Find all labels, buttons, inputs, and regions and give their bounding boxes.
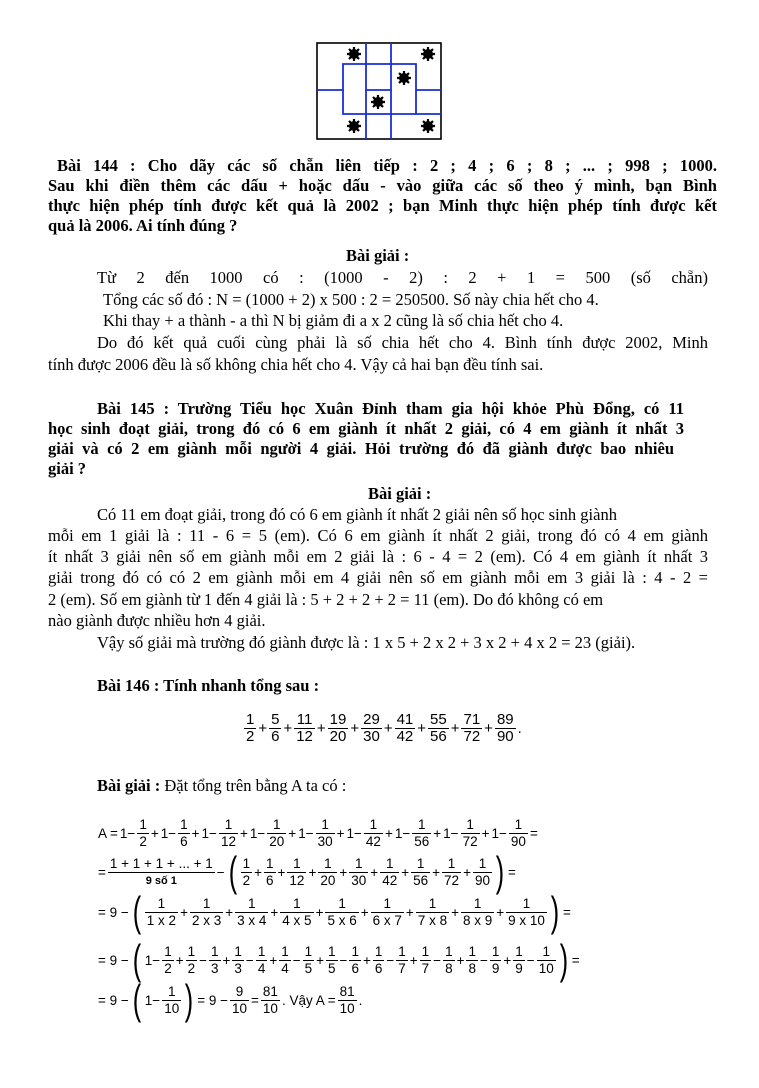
numerator: 1 (445, 943, 453, 959)
operator: + (463, 864, 471, 880)
step4-fraction (326, 944, 338, 977)
result-fraction (230, 984, 249, 1017)
operator: + (362, 952, 371, 968)
problem-144-line-3: thực hiện phép tính được kết quả là 2002 ; bạn Minh thực hiện phép tính được kết (48, 196, 717, 215)
solution-144-line-5: tính được 2006 đều là số không chia hết cho 4. Vậy cả hai bạn đều tính sai. (48, 355, 544, 374)
denominator: 2 (242, 872, 251, 888)
numerator: 1 (506, 896, 547, 913)
denominator: 72 (444, 872, 460, 888)
step-2 (97, 848, 517, 895)
denominator: 6 (271, 728, 280, 745)
step3-fraction (461, 896, 494, 929)
sum-fraction (244, 712, 256, 745)
solution-145-line-7: Vậy số giải mà trường đó giành được là : 1 x 5 + 2 x 2 + 3 x 2 + 4 x 2 = 23 (giải). (97, 633, 636, 652)
operator: + (254, 864, 263, 880)
operator: + (150, 826, 159, 841)
numerator: 81 (262, 983, 278, 999)
operator: = 9 − (98, 992, 129, 1008)
denominator: 6 (180, 834, 188, 849)
problem-145-line-3: giải và có 2 em giành mỗi người 4 giải. Hỏi trường đó đã giành được bao nhiêu (48, 439, 674, 458)
numerator: 1 (267, 817, 286, 834)
denominator: 12 (289, 872, 305, 888)
operator: + (222, 952, 231, 968)
numerator: 1 (281, 943, 289, 959)
denominator: 72 (463, 728, 481, 745)
operator: + (175, 952, 184, 968)
numerator: 1 (164, 943, 172, 959)
step3-fraction (145, 896, 178, 929)
operator: A = (98, 826, 118, 841)
problem-145-line-1: Bài 145 : Trường Tiểu học Xuân Đỉnh tham gia hội khỏe Phù Đổng, có 11 (97, 399, 684, 418)
numerator: 1 (190, 896, 223, 913)
sum-fraction (269, 712, 281, 745)
operator: + (277, 864, 286, 880)
operator: + (316, 720, 326, 737)
operator: + (360, 904, 369, 920)
step1-fraction (461, 817, 480, 850)
numerator: 29 (363, 711, 380, 728)
numerator: 1 (468, 943, 476, 959)
denominator: 8 (468, 960, 476, 976)
numerator: 41 (396, 711, 414, 728)
step3-fraction (280, 896, 313, 929)
operator: = 9 − (98, 904, 129, 920)
operator: = (529, 826, 538, 841)
operator: . Vậy A = (281, 992, 336, 1008)
numerator: 1 (234, 943, 242, 959)
operator: + (191, 826, 200, 841)
operator: = 9 − (197, 992, 228, 1008)
solution-146-intro: Đặt tổng trên bằng A ta có : (164, 776, 347, 795)
numerator: 1 (219, 817, 238, 834)
denominator: 6 (374, 960, 383, 976)
operator: 1− (443, 826, 459, 841)
numerator: 1 (374, 943, 383, 959)
step4-fraction (420, 944, 432, 977)
numerator: 1 (246, 711, 255, 728)
denominator: 42 (396, 728, 414, 745)
step3-fraction (325, 896, 358, 929)
numerator: 1 (461, 896, 494, 913)
step-1 (97, 817, 539, 850)
denominator: 30 (363, 728, 380, 745)
solution-145-line-3: ít nhất 3 giải nên số em giành mỗi em 2 giải là : 6 - 4 = 2 (em). Có 4 em giành ít nhất 3 (48, 547, 708, 566)
operator: + (417, 720, 427, 737)
step2-fraction (349, 856, 368, 889)
solution-144-line-4: Do đó kết quả cuối cùng phải là số chia hết cho 4. Bình tính được 2002, Minh (97, 333, 708, 352)
operator: + (308, 864, 317, 880)
denominator: 4 (257, 960, 266, 976)
solution-title-144: Bài giải : (346, 246, 410, 265)
numerator: 1 (515, 943, 523, 959)
numerator: 1 (442, 856, 461, 873)
problem-144-line-2: Sau khi điền thêm các dấu + hoặc dấu - vào giữa các số theo ý mình, bạn Bình (48, 176, 717, 195)
denominator: 8 (445, 960, 453, 976)
numerator: 1 (325, 896, 358, 913)
denominator: 3 x 4 (237, 912, 267, 928)
denominator: 56 (414, 834, 430, 849)
denominator: 3 (234, 960, 242, 976)
step3-fraction (190, 896, 223, 929)
denominator: 30 (317, 834, 333, 849)
operator: − (526, 952, 535, 968)
step1-fraction (316, 817, 335, 850)
operator: 1− (346, 826, 362, 841)
solution-144-line-3: Khi thay + a thành - a thì N bị giảm đi a x 2 cũng là số chia hết cho 4. (103, 311, 564, 330)
operator: − (433, 952, 442, 968)
step1-fraction (219, 817, 238, 850)
step2-fraction (264, 856, 276, 889)
step-5 (97, 976, 363, 1023)
operator: + (336, 826, 345, 841)
final-fraction (261, 984, 280, 1017)
solution-145-line-2: mỗi em 1 giải là : 11 - 6 = 5 (em). Có 6 em giành ít nhất 2 giải, trong đó có 4 em giành (48, 526, 708, 545)
numerator: 1 (211, 943, 219, 959)
numerator: 5 (271, 711, 280, 728)
step4-fraction (443, 944, 455, 977)
operator: + (481, 826, 490, 841)
step2-fraction (287, 856, 306, 889)
numerator: 1 (257, 943, 266, 959)
denominator: 56 (430, 728, 447, 745)
numerator: 1 (162, 984, 181, 1001)
numerator: 1 (416, 896, 449, 913)
operator: = (251, 992, 259, 1008)
operator: 1− (298, 826, 314, 841)
step1-fraction (364, 817, 383, 850)
operator: = (562, 904, 571, 920)
paren: ( (228, 848, 237, 895)
numerator: 1 (328, 943, 336, 959)
operator: . (358, 992, 363, 1008)
operator: + (484, 720, 493, 737)
denominator: 42 (382, 872, 398, 888)
problem-144-line-4: quả là 2006. Ai tính đúng ? (48, 216, 238, 235)
numerator: 1 (280, 896, 313, 913)
operator: + (405, 904, 414, 920)
step3-fraction (371, 896, 404, 929)
operator: + (239, 826, 248, 841)
denominator: 2 x 3 (191, 912, 222, 928)
solution-145-line-6: nào giành được nhiều hơn 4 giải. (48, 611, 266, 630)
step2-fraction (473, 856, 492, 889)
operator: + (383, 720, 393, 737)
numerator: 1 (461, 817, 480, 834)
denominator: 2 (246, 728, 255, 745)
operator: 1− (394, 826, 411, 841)
numerator: 1 (187, 943, 196, 959)
sum-fraction (495, 712, 516, 745)
denominator: 2 (164, 960, 172, 976)
operator: 1− (160, 826, 177, 841)
denominator: 10 (262, 1000, 278, 1016)
denominator: 6 (351, 960, 359, 976)
solution-145-line-1: Có 11 em đoạt giải, trong đó có 6 em giành ít nhất 2 giải nên số học sinh giành (97, 505, 617, 524)
numerator: 1 (364, 817, 383, 834)
operator: 1− (249, 826, 266, 841)
step4-fraction (466, 944, 478, 977)
numerator: 1 (491, 943, 500, 959)
operator: + (283, 720, 293, 737)
solution-144-line-1: Từ 2 đến 1000 có : (1000 - 2) : 2 + 1 = 500 (số chẵn) (97, 268, 708, 287)
problem-145-line-4: giải ? (48, 459, 87, 478)
step-3 (97, 888, 572, 935)
denominator: 3 (211, 960, 219, 976)
paren: ( (132, 976, 141, 1023)
problem-146-title: Bài 146 : Tính nhanh tổng sau : (97, 676, 320, 695)
denominator: 72 (462, 834, 478, 849)
step4-fraction (162, 944, 174, 977)
numerator: 1 (139, 817, 147, 832)
step4-fraction (303, 944, 315, 977)
step4-fraction (349, 944, 361, 977)
numerator: 9 (230, 984, 249, 1001)
denominator: 5 x 6 (327, 912, 357, 928)
step4-fraction (256, 944, 268, 977)
step1-fraction (412, 817, 431, 850)
step4-fraction (232, 944, 244, 977)
denominator: 30 (351, 872, 367, 888)
operator: = (507, 864, 516, 880)
operator: − (386, 952, 395, 968)
operator: + (258, 720, 268, 737)
numerator: 1 (351, 943, 359, 959)
paren: ) (559, 936, 568, 983)
denominator: 90 (496, 728, 514, 745)
step4-fraction (513, 944, 525, 977)
denominator: 12 (296, 728, 313, 745)
step3-fraction (416, 896, 449, 929)
operator: + (433, 826, 442, 841)
numerator: 1 (411, 856, 430, 873)
operator: + (316, 952, 325, 968)
solution-146-header (97, 776, 346, 795)
denominator: 9 (491, 960, 500, 976)
denominator: 6 (266, 872, 274, 888)
operator: 1− (201, 826, 217, 841)
step4-fraction (373, 944, 385, 977)
paren: ( (132, 888, 141, 935)
operator: − (216, 864, 225, 880)
sum-fraction (361, 712, 382, 745)
numerator: 1 (473, 856, 492, 873)
paren: ( (132, 936, 141, 983)
step3-fraction (506, 896, 547, 929)
step1-fraction (267, 817, 286, 850)
denominator: 90 (474, 872, 490, 888)
denominator: 1 x 2 (146, 912, 177, 928)
numerator: 1 (380, 856, 399, 873)
numerator: 1 (509, 817, 528, 834)
step2-fraction (241, 856, 253, 889)
paren: ) (185, 976, 194, 1023)
denominator: 7 (421, 960, 430, 976)
numerator: 1 (145, 896, 178, 913)
operator: + (270, 904, 279, 920)
operator: + (496, 904, 505, 920)
numerator: 1 (242, 855, 251, 871)
step3-fraction (235, 896, 268, 929)
operator: + (288, 826, 297, 841)
operator: + (339, 864, 348, 880)
operator: − (292, 952, 301, 968)
sum-fraction (461, 712, 482, 745)
solution-title-145: Bài giải : (368, 484, 432, 503)
solution-146-label: Bài giải : (97, 776, 161, 795)
operator: − (479, 952, 488, 968)
step1-fraction (509, 817, 528, 850)
step1-fraction (137, 817, 149, 850)
numerator: 1 (421, 943, 430, 959)
sum-fraction (428, 712, 449, 745)
denominator: 20 (269, 834, 285, 849)
step4-fraction (186, 944, 198, 977)
step1-fraction (178, 817, 190, 850)
problem-144-line-1: Bài 144 : Cho dãy các số chẵn liên tiếp : 2 ; 4 ; 6 ; 8 ; ... ; 998 ; 1000. (57, 156, 717, 175)
operator: − (339, 952, 348, 968)
denominator: 10 (339, 1000, 355, 1016)
ones-text: 1 + 1 + 1 + ... + 1 (109, 855, 213, 871)
numerator: 1 (235, 896, 268, 913)
step2-fraction (411, 856, 430, 889)
numerator: 81 (339, 983, 355, 999)
step4-fraction (279, 944, 291, 977)
denominator: 8 x 9 (462, 912, 493, 928)
solution-145-line-5: 2 (em). Số em giành từ 1 đến 4 giải là : 5 + 2 + 2 + 2 = 11 (em). Do đó không có em (48, 590, 604, 609)
paren: ) (495, 848, 505, 895)
denominator: 10 (232, 1000, 248, 1016)
operator: + (450, 720, 460, 737)
denominator: 42 (365, 834, 381, 849)
sum-fraction (294, 712, 315, 745)
numerator: 1 (412, 817, 431, 834)
operator: + (350, 720, 360, 737)
numerator: 71 (463, 711, 481, 728)
denominator: 7 x 8 (417, 912, 448, 928)
solution-145-line-4: giải trong đó có có 2 em giành mỗi em 4 giải nên số em giành mỗi em 3 giải là : 4 - 2 = (48, 568, 708, 587)
operator: + (432, 864, 441, 880)
numerator: 1 (537, 944, 556, 961)
denominator: 5 (328, 960, 336, 976)
denominator: 5 (304, 960, 313, 976)
operator: = (571, 952, 580, 968)
step2-fraction (318, 856, 337, 889)
step2-fraction (380, 856, 399, 889)
ones-group (108, 856, 215, 889)
denominator: 2 (139, 834, 147, 849)
denominator: 9 x 10 (508, 912, 545, 928)
operator: 1− (119, 826, 136, 841)
step4-fraction (396, 944, 408, 977)
denominator: 4 x 5 (282, 912, 312, 928)
step5-fraction (162, 984, 181, 1017)
denominator: 4 (281, 960, 289, 976)
solution-144-line-2: Tổng các số đó : N = (1000 + 2) x 500 : 2 = 250500. Số này chia hết cho 4. (103, 290, 599, 309)
numerator: 19 (329, 711, 347, 728)
operator: + (225, 904, 234, 920)
operator: − (245, 952, 254, 968)
numerator: 1 (398, 943, 406, 959)
step4-fraction (537, 944, 556, 977)
final-fraction (338, 984, 357, 1017)
denominator: 10 (538, 960, 554, 976)
operator: + (401, 864, 410, 880)
denominator: 20 (329, 728, 347, 745)
numerator: 1 (316, 817, 335, 834)
operator: . (517, 720, 522, 737)
step4-fraction (490, 944, 502, 977)
numerator: 1 (349, 856, 368, 873)
sum-fraction (395, 712, 416, 745)
operator: 1− (144, 952, 161, 968)
numerator: 1 (287, 856, 306, 873)
denominator: 90 (510, 834, 526, 849)
denominator: 12 (220, 834, 236, 849)
numerator: 1 (318, 856, 337, 873)
operator: 1− (144, 992, 161, 1008)
operator: = (98, 864, 106, 880)
denominator: 6 x 7 (372, 912, 402, 928)
sum-expression (243, 712, 523, 745)
operator: + (180, 904, 188, 920)
denominator: 7 (398, 960, 406, 976)
numerator: 1 (266, 855, 274, 871)
operator: + (503, 952, 512, 968)
step-4 (97, 936, 581, 983)
denominator: 10 (164, 1000, 180, 1016)
operator: = 9 − (98, 952, 129, 968)
operator: + (269, 952, 278, 968)
denominator: 56 (413, 872, 429, 888)
paren: ) (550, 888, 560, 935)
problem-145-line-2: học sinh đoạt giải, trong đó có 6 em giành ít nhất 2 giải, có 4 em giành ít nhất 3 (48, 419, 684, 438)
operator: + (315, 904, 324, 920)
operator: + (384, 826, 393, 841)
numerator: 55 (430, 711, 447, 728)
numerator: 89 (496, 711, 514, 728)
sum-fraction (328, 712, 349, 745)
operator: − (199, 952, 207, 968)
numerator: 1 (304, 943, 313, 959)
operator: + (451, 904, 459, 920)
gear-puzzle-figure (316, 42, 442, 140)
numerator: 1 (371, 896, 404, 913)
denominator: 9 (515, 960, 523, 976)
numerator: 11 (294, 712, 315, 729)
denominator: 2 (187, 960, 196, 976)
numerator: 1 (180, 817, 188, 832)
operator: + (456, 952, 465, 968)
denominator: 20 (320, 872, 336, 888)
step2-fraction (442, 856, 461, 889)
step4-fraction (209, 944, 221, 977)
operator: + (409, 952, 418, 968)
operator: + (370, 864, 379, 880)
operator: 1− (491, 826, 507, 841)
ones-count: 9 số 1 (145, 874, 177, 887)
